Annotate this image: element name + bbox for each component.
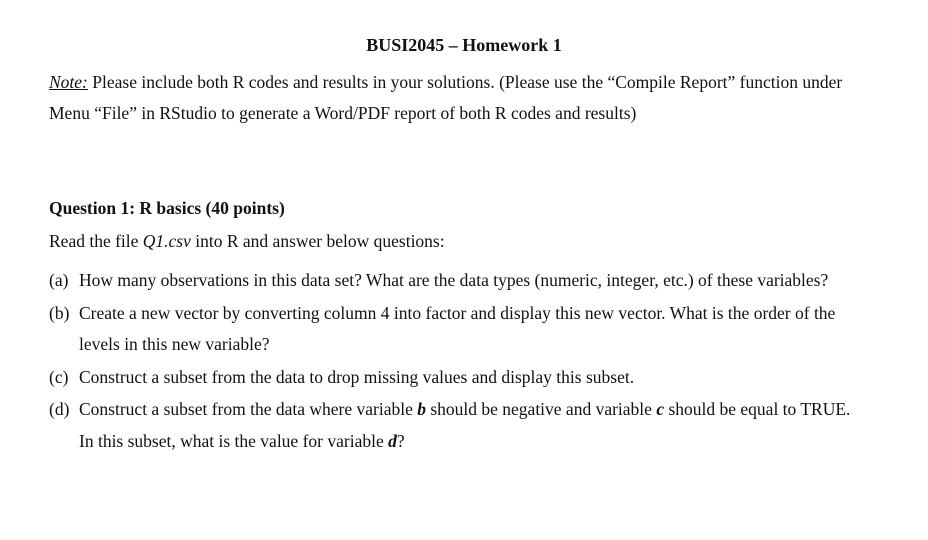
item-c-letter: (c) — [49, 367, 69, 387]
item-d-text-2a: In this subset, what is the value for variable — [79, 431, 389, 451]
document-title: BUSI2045 – Homework 1 — [366, 35, 562, 55]
item-d — [49, 399, 850, 420]
note-text-1: Please include both R codes and results in your solutions. (Please use the “Compile Report” function under — [87, 72, 843, 92]
item-a-letter: (a) — [49, 270, 69, 290]
note-line-2: Menu “File” in RStudio to generate a Word/PDF report of both R codes and results) — [49, 103, 637, 123]
note-line-1 — [49, 72, 842, 93]
item-c-text: Construct a subset from the data to drop missing values and display this subset. — [79, 367, 635, 387]
var-b: b — [417, 399, 426, 419]
question-1-heading: Question 1: R basics (40 points) — [49, 198, 285, 218]
note-label: Note: — [49, 72, 88, 92]
item-b-text-1: Create a new vector by converting column 4 into factor and display this new vector. What is the order of the — [79, 303, 836, 323]
item-d-text-1b: should be negative and variable — [425, 399, 657, 419]
item-d-text-2b: ? — [396, 431, 405, 451]
intro-pre: Read the file — [49, 231, 143, 251]
item-d-line-2 — [79, 431, 405, 452]
item-d-text-1a: Construct a subset from the data where variable — [79, 399, 418, 419]
var-d: d — [388, 431, 397, 451]
item-a — [49, 270, 828, 291]
item-c — [49, 367, 634, 388]
item-a-text: How many observations in this data set? What are the data types (numeric, integer, etc.) of these variables? — [79, 270, 829, 290]
item-b-text-2: levels in this new variable? — [79, 334, 270, 354]
item-b — [49, 303, 835, 324]
intro-post: into R and answer below questions: — [190, 231, 445, 251]
intro-file: Q1.csv — [142, 231, 191, 251]
item-d-text-1c: should be equal to TRUE. — [664, 399, 851, 419]
item-d-letter: (d) — [49, 399, 70, 419]
question-1-intro — [49, 231, 445, 252]
var-c: c — [656, 399, 665, 419]
item-b-letter: (b) — [49, 303, 70, 323]
